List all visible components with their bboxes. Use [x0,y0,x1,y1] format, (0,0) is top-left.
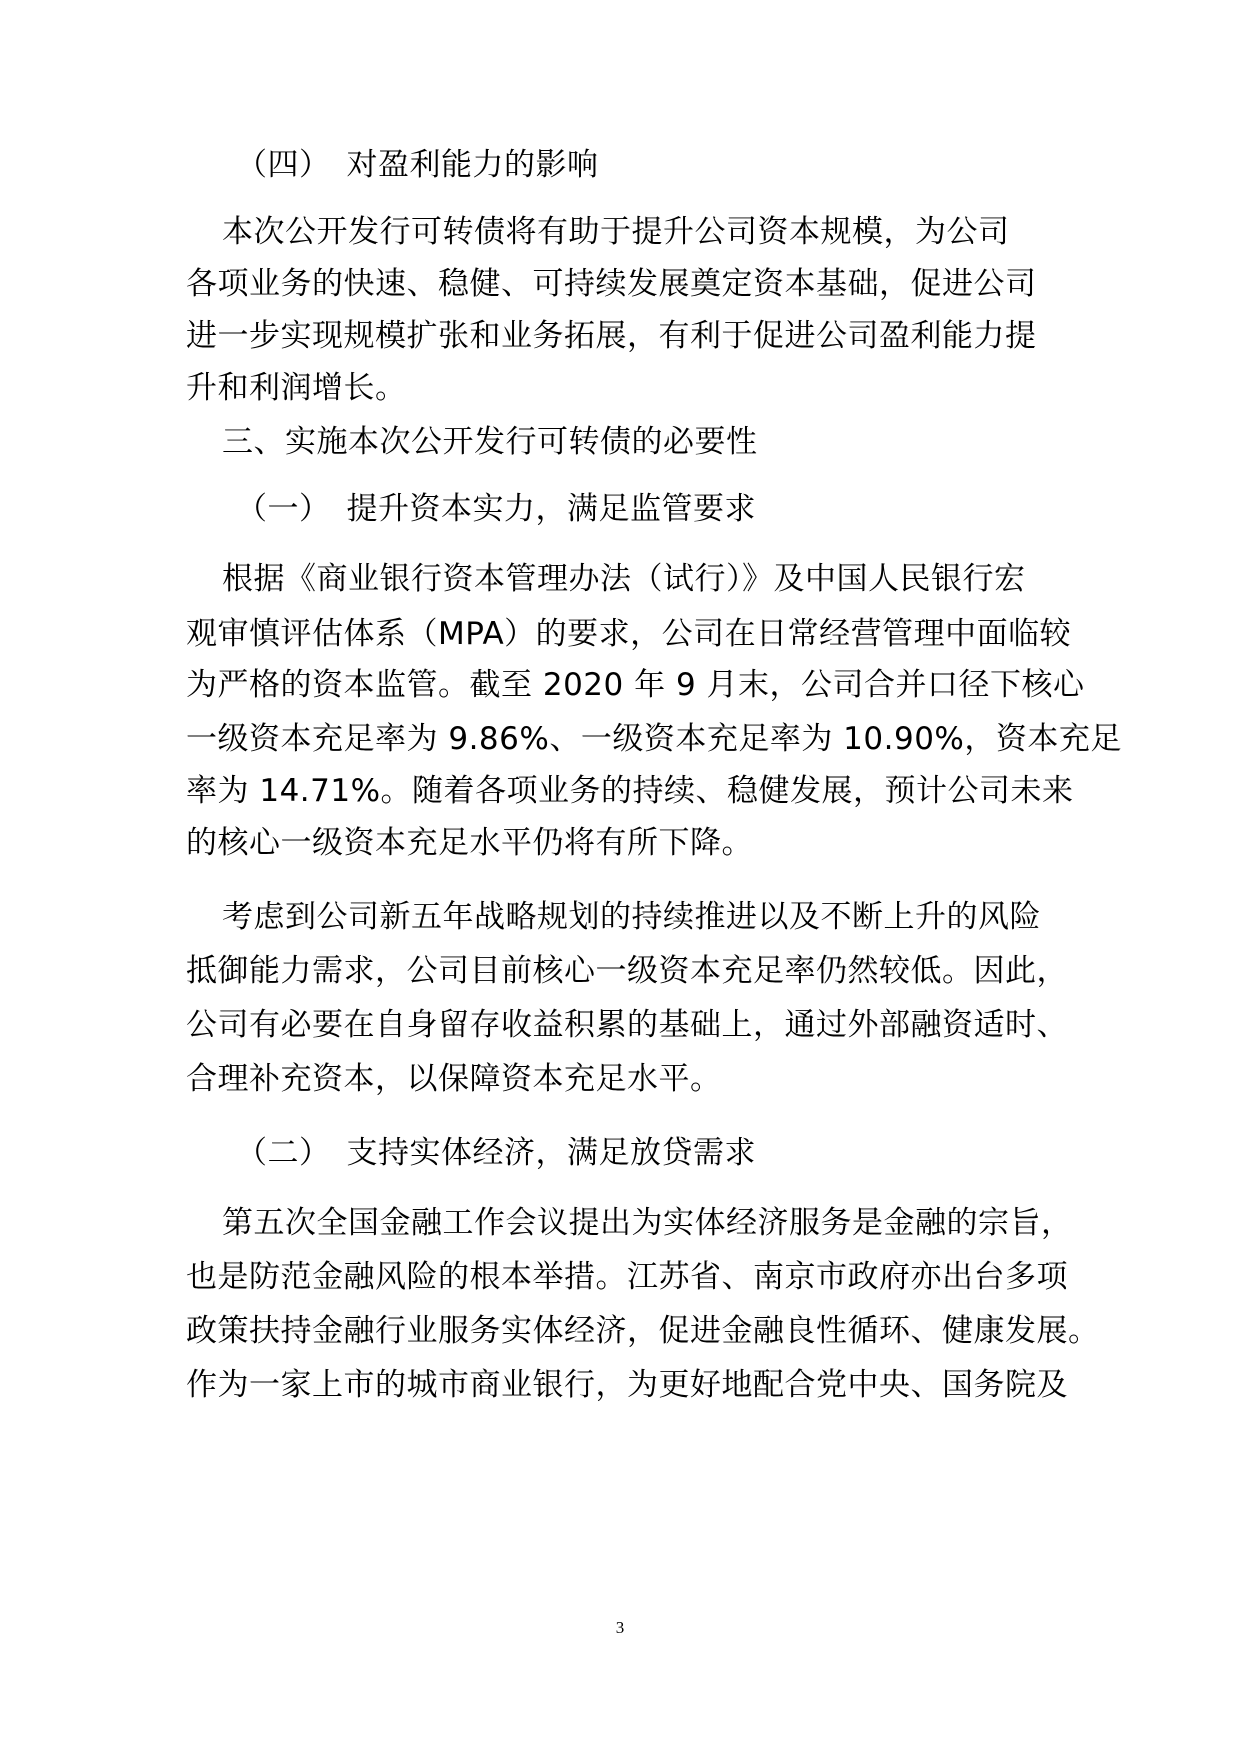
paragraph-line: 公司有必要在自身留存收益积累的基础上，通过外部融资适时、 [186,1007,1068,1043]
heading-impact-on-profitability: （四） 对盈利能力的影响 [236,147,599,183]
paragraph-line: 根据《商业银行资本管理办法（试行）》及中国人民银行宏 [222,561,1026,597]
paragraph-line: 合理补充资本，以保障资本充足水平。 [186,1061,722,1097]
paragraph-line: 为严格的资本监管。截至 2020 年 9 月末，公司合并口径下核心 [186,667,1085,703]
paragraph-line: 也是防范金融风险的根本举措。江苏省、南京市政府亦出台多项 [186,1259,1068,1295]
paragraph-line: 抵御能力需求，公司目前核心一级资本充足率仍然较低。因此， [186,953,1068,989]
paragraph-line: 考虑到公司新五年战略规划的持续推进以及不断上升的风险 [222,899,1041,935]
paragraph-line: 一级资本充足率为 9.86%、一级资本充足率为 10.90%，资本充足 [186,721,1122,757]
paragraph-line: 作为一家上市的城市商业银行，为更好地配合党中央、国务院及 [186,1367,1068,1403]
heading-capital-strength: （一） 提升资本实力，满足监管要求 [236,491,756,527]
paragraph-line: 率为 14.71%。随着各项业务的持续、稳健发展，预计公司未来 [186,773,1074,809]
paragraph-line: 第五次全国金融工作会议提出为实体经济服务是金融的宗旨， [222,1205,1073,1241]
page-number: 3 [615,1618,625,1637]
paragraph-line: 本次公开发行可转债将有助于提升公司资本规模，为公司 [222,214,1010,250]
section-heading-necessity: 三、实施本次公开发行可转债的必要性 [222,424,758,460]
paragraph-line: 升和利润增长。 [186,370,407,406]
paragraph-line: 进一步实现规模扩张和业务拓展，有利于促进公司盈利能力提 [186,318,1037,354]
heading-support-real-economy: （二） 支持实体经济，满足放贷需求 [236,1135,756,1171]
paragraph-line: 政策扶持金融行业服务实体经济，促进金融良性循环、健康发展。 [186,1313,1100,1349]
paragraph-line: 的核心一级资本充足水平仍将有所下降。 [186,825,753,861]
paragraph-line: 各项业务的快速、稳健、可持续发展奠定资本基础，促进公司 [186,266,1037,302]
paragraph-line: 观审慎评估体系（MPA）的要求，公司在日常经营管理中面临较 [186,616,1072,652]
